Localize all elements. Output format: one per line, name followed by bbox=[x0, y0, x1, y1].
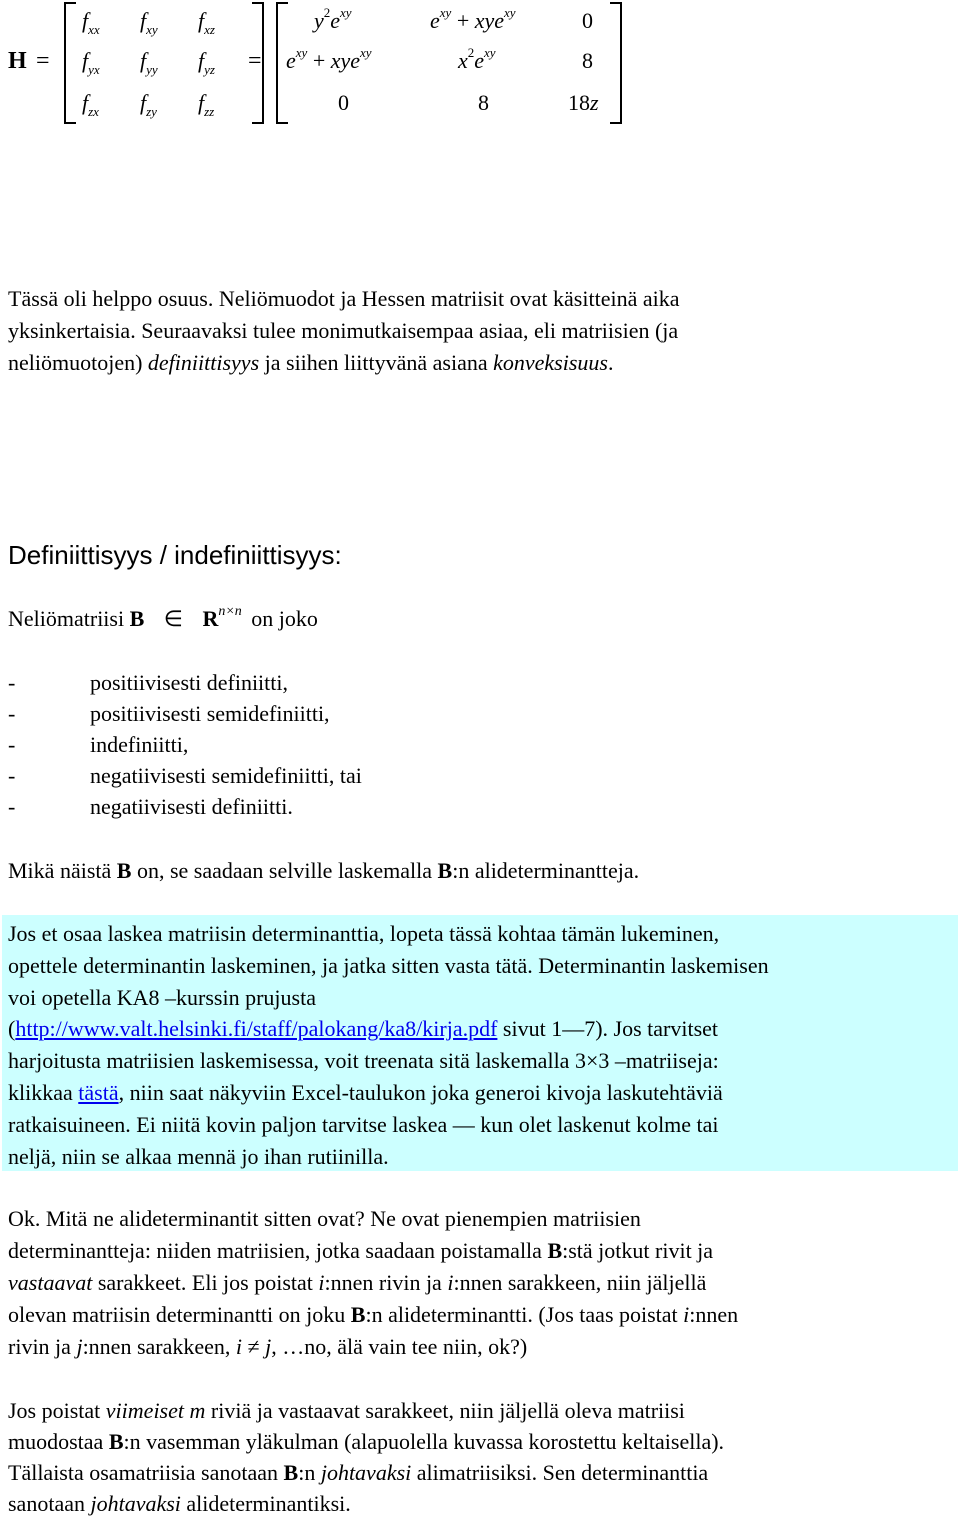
note-line: Jos et osaa laskea matriisin determinanttia, lopeta tässä kohtaa tämän lukeminen, bbox=[8, 921, 720, 946]
equals-sign: = bbox=[36, 48, 50, 74]
matrix-cell: $x^2e^{xy}$ bbox=[458, 45, 496, 73]
intro-line: Tässä oli helppo osuus. Neliömuodot ja Hessen matriisit ovat käsitteinä aika bbox=[8, 286, 680, 311]
minors-line: Ok. Mitä ne alideterminantit sitten ovat? Ne ovat pienempien matriisien bbox=[8, 1206, 641, 1231]
note-line: voi opetella KA8 –kurssin prujusta bbox=[8, 985, 316, 1010]
minors-line: rivin ja j:nnen sarakkeen, i ≠ j, …no, älä vain tee niin, ok?) bbox=[8, 1334, 528, 1359]
matrix-cell: 8 bbox=[478, 90, 489, 115]
list-item: - negatiivisesti definiitti. bbox=[8, 794, 293, 819]
matrix-cell: 0 bbox=[582, 8, 593, 33]
matrix-cell: $e^{xy} + xye^{xy}$ bbox=[430, 5, 516, 33]
matrix-cell: $f_{yy}$ bbox=[140, 48, 158, 77]
matrix-cell: $f_{zz}$ bbox=[198, 90, 215, 119]
section-heading: Definiittisyys / indefiniittisyys: bbox=[8, 540, 342, 570]
leading-line: Tällaista osamatriisia sanotaan B:n johtavaksi alimatriisiksi. Sen determinanttia bbox=[8, 1460, 709, 1485]
matrix-cell: 8 bbox=[582, 48, 593, 73]
minors-line: vastaavat sarakkeet. Eli jos poistat i:nnen rivin ja i:nnen sarakkeen, niin jäljellä bbox=[8, 1270, 707, 1295]
intro-line: yksinkertaisia. Seuraavaksi tulee monimutkaisempaa asiaa, eli matriisien (ja bbox=[8, 318, 679, 343]
matrix-cell: $f_{xx}$ bbox=[82, 8, 100, 37]
leading-line: sanotaan johtavaksi alideterminantiksi. bbox=[8, 1491, 351, 1516]
matrix-cell: $f_{zy}$ bbox=[140, 90, 157, 119]
matrix-cell: $f_{zx}$ bbox=[82, 90, 99, 119]
mika-line: Mikä näistä B on, se saadaan selville laskemalla B:n alideterminantteja. bbox=[8, 858, 640, 883]
list-item: - indefiniitti, bbox=[8, 732, 189, 757]
list-item: - positiivisesti definiitti, bbox=[8, 670, 288, 695]
list-item: - negatiivisesti semidefiniitti, tai bbox=[8, 763, 362, 788]
leading-line: muodostaa B:n vasemman yläkulman (alapuolella kuvassa korostettu keltaisella). bbox=[8, 1429, 725, 1454]
matrix-cell: $f_{xz}$ bbox=[198, 8, 215, 37]
note-line: klikkaa tästä, niin saat näkyviin Excel-taulukon joka generoi kivoja laskutehtäviä bbox=[8, 1080, 723, 1105]
minors-line: determinantteja: niiden matriisien, jotka saadaan poistamalla B:stä jotkut rivit ja bbox=[8, 1238, 714, 1263]
right-matrix-close-bracket bbox=[610, 2, 622, 124]
kirja-pdf-link[interactable]: http://www.valt.helsinki.fi/staff/palokang/ka8/kirja.pdf bbox=[15, 1016, 498, 1041]
matrix-cell: $y^2e^{xy}$ bbox=[314, 5, 352, 33]
matrix-cell: $e^{xy} + xye^{xy}$ bbox=[286, 45, 372, 73]
matrix-cell: 18z bbox=[568, 90, 599, 115]
matrix-cell: $f_{yz}$ bbox=[198, 48, 215, 77]
matrix-cell: 0 bbox=[338, 90, 349, 115]
note-line: (http://www.valt.helsinki.fi/staff/palokang/ka8/kirja.pdf sivut 1—7). Jos tarvitset bbox=[8, 1016, 719, 1041]
equals-sign-2: = bbox=[248, 48, 262, 74]
excel-link[interactable]: tästä bbox=[78, 1080, 119, 1105]
matrix-cell: $f_{xy}$ bbox=[140, 8, 158, 37]
left-matrix-open-bracket bbox=[64, 2, 76, 124]
note-line: harjoitusta matriisien laskemisessa, voit treenata sitä laskemalla 3×3 –matriiseja: bbox=[8, 1048, 719, 1073]
minors-line: olevan matriisin determinantti on joku B:n alideterminantti. (Jos taas poistat i:nnen bbox=[8, 1302, 739, 1327]
leading-line: Jos poistat viimeiset m riviä ja vastaavat sarakkeet, niin jäljellä oleva matriisi bbox=[8, 1398, 685, 1423]
note-line: neljä, niin se alkaa mennä jo ihan rutiinilla. bbox=[8, 1144, 389, 1169]
definition-line: Neliömatriisi B ∈ $R^{n\times n}$ on joko bbox=[8, 604, 318, 631]
matrix-cell: $f_{yx}$ bbox=[82, 48, 100, 77]
intro-line: neliömuotojen) definiittisyys ja siihen liittyvänä asiana konveksisuus. bbox=[8, 350, 614, 375]
note-line: ratkaisuineen. Ei niitä kovin paljon tarvitse laskea — kun olet laskenut kolme tai bbox=[8, 1112, 719, 1137]
hessian-label: H bbox=[8, 48, 27, 74]
list-item: - positiivisesti semidefiniitti, bbox=[8, 701, 330, 726]
note-line: opettele determinantin laskeminen, ja jatka sitten vasta tätä. Determinantin laskemisen bbox=[8, 953, 769, 978]
